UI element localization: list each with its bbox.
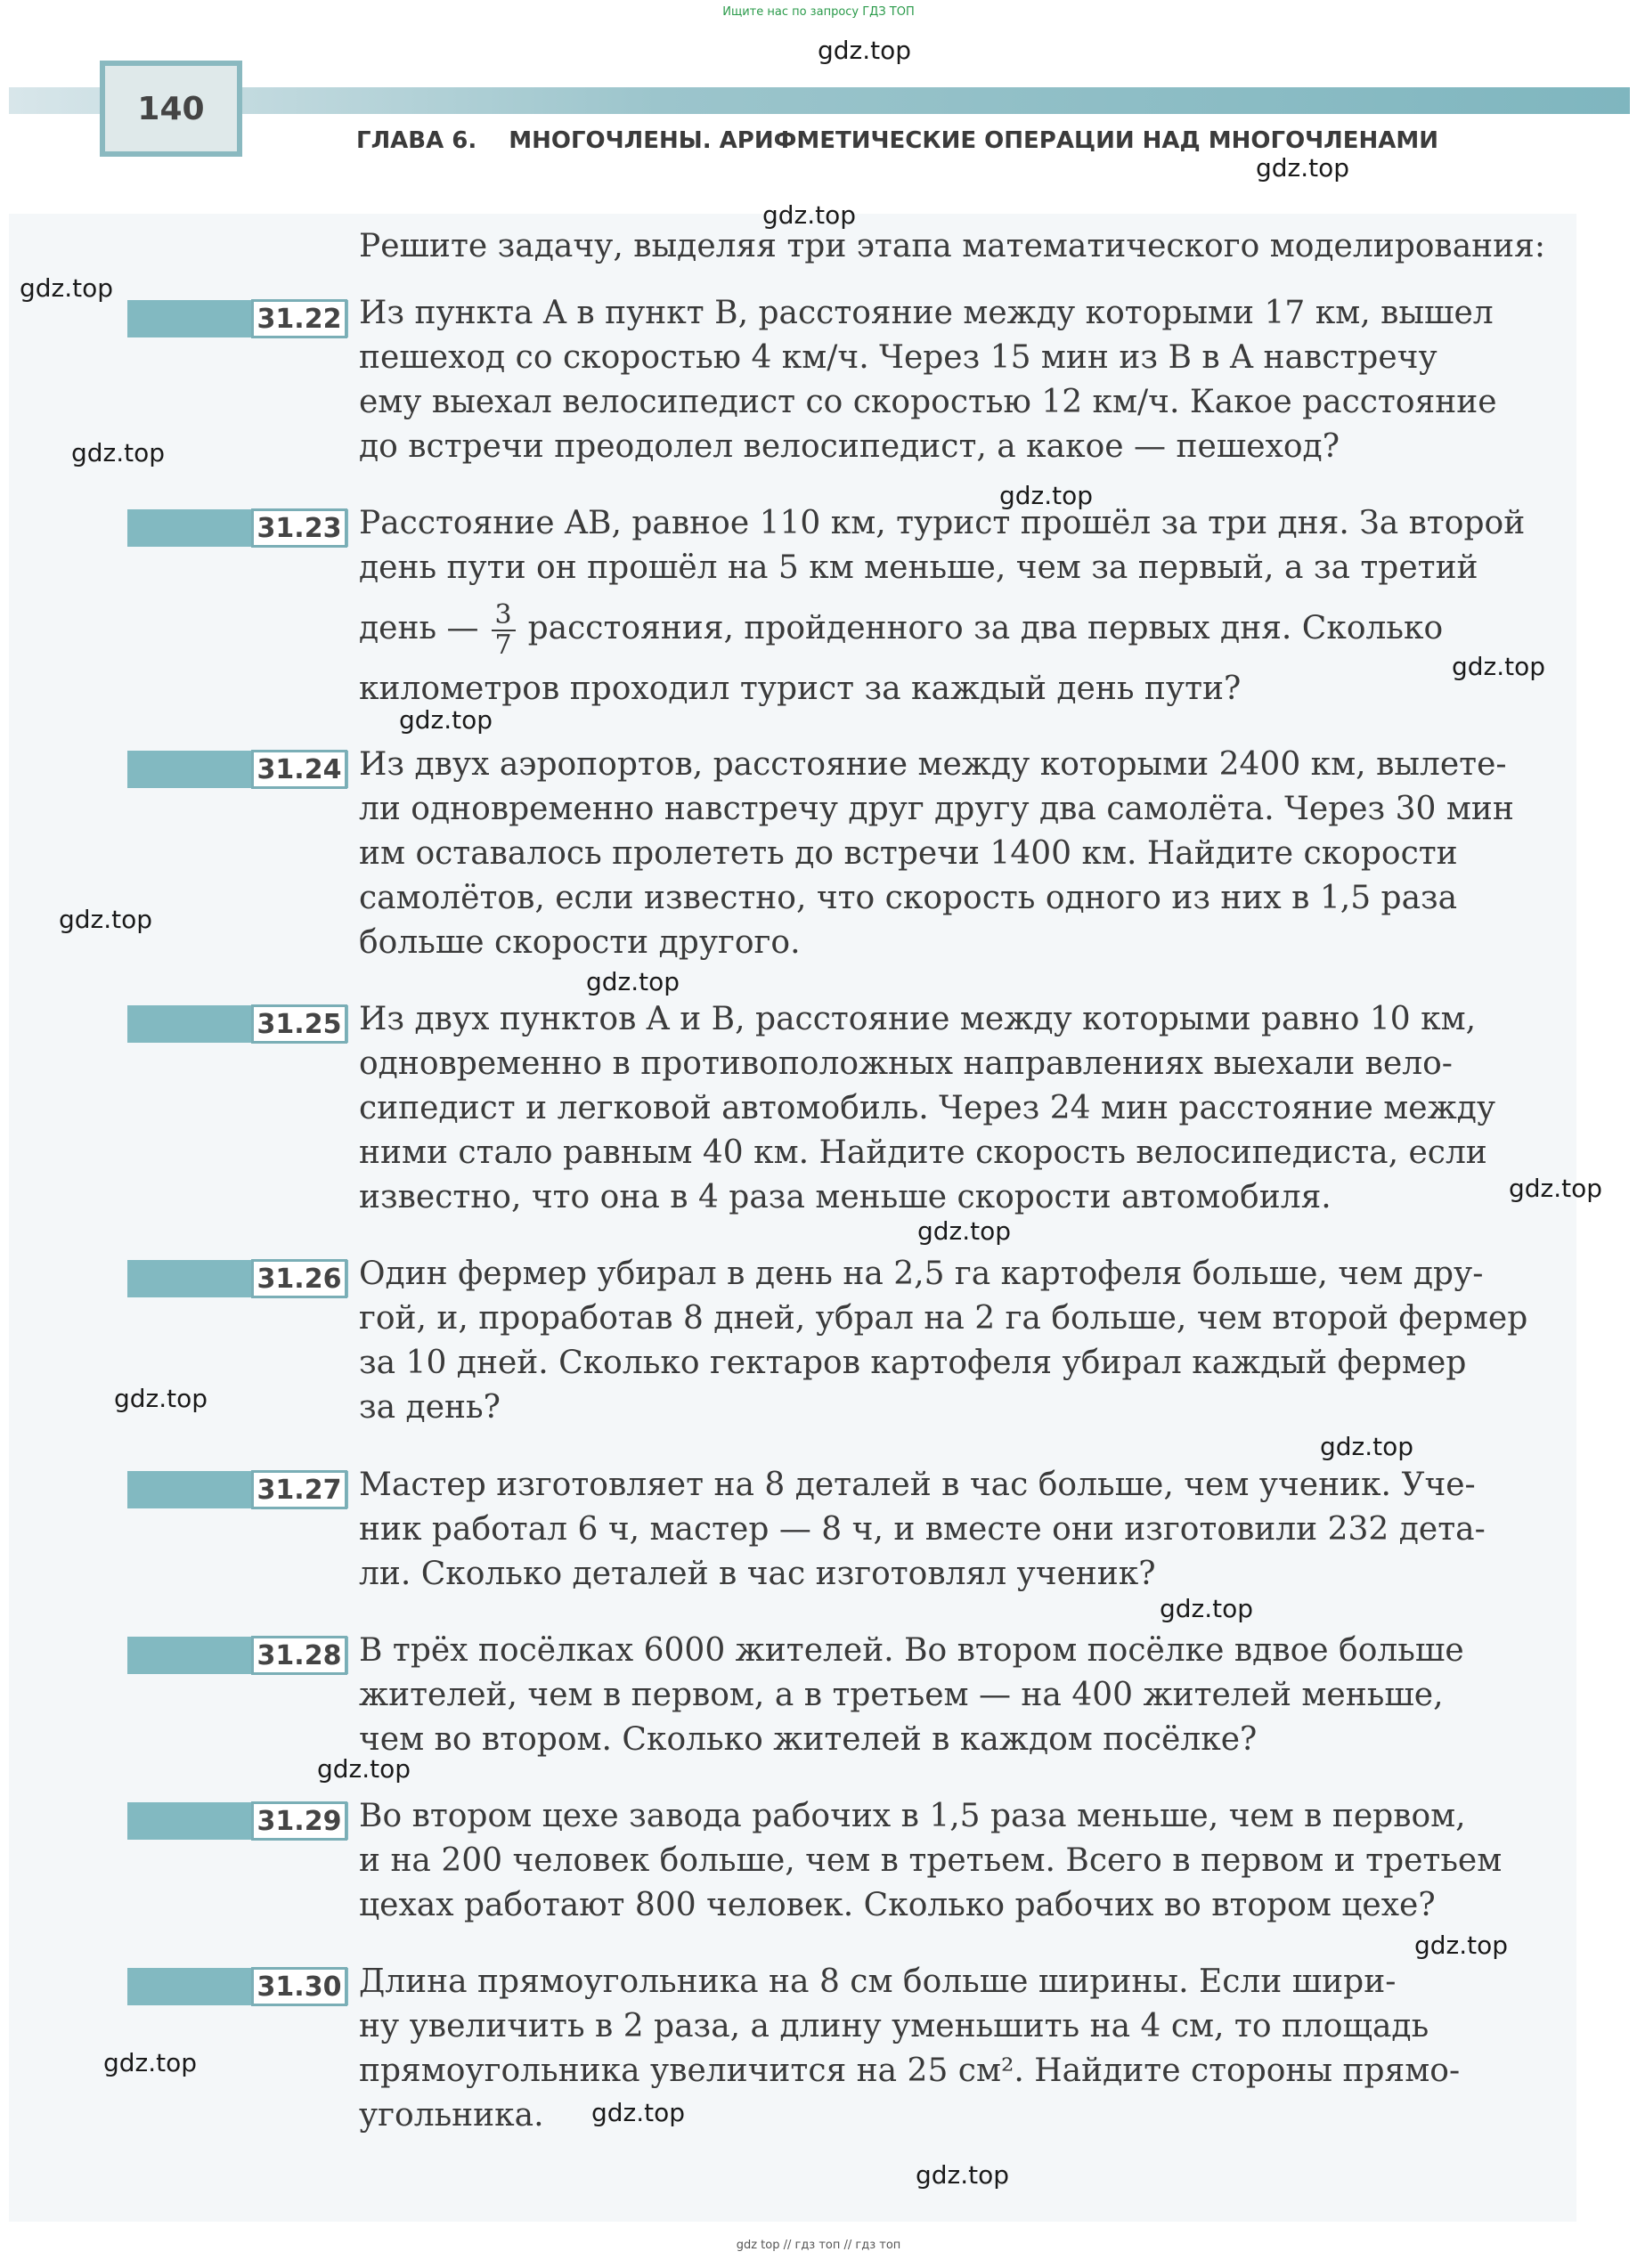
problem-text bbox=[359, 743, 1557, 965]
watermark: gdz.top bbox=[818, 36, 912, 65]
text-line: ну увеличить в 2 раза, а длину уменьшить на 4 см, то площадь bbox=[359, 2008, 1429, 2044]
problem-text bbox=[359, 997, 1557, 1220]
header-band bbox=[9, 87, 1630, 114]
text-line: известно, что она в 4 раза меньше скорости автомобиля. bbox=[359, 1179, 1332, 1215]
text-line: до встречи преодолел велосипедист, а какое — пешеход? bbox=[359, 428, 1340, 465]
text-line: им оставалось пролететь до встречи 1400 км. Найдите скорости bbox=[359, 835, 1458, 872]
fraction-denominator: 7 bbox=[494, 630, 512, 661]
chapter-heading bbox=[356, 127, 1438, 154]
watermark: gdz.top bbox=[917, 1216, 1012, 1246]
problem-text bbox=[359, 501, 1557, 711]
text-after-fraction: расстояния, пройденного за два первых дня. Сколько bbox=[527, 610, 1444, 646]
text-line: гой, и, проработав 8 дней, убрал на 2 га больше, чем второй фермер bbox=[359, 1300, 1528, 1337]
top-note: Ищите нас по запросу ГДЗ ТОП bbox=[722, 5, 915, 19]
text-line: сипедист и легковой автомобиль. Через 24 мин расстояние между bbox=[359, 1090, 1496, 1126]
bottom-note: gdz top // гдз топ // гдз топ bbox=[736, 2239, 901, 2252]
watermark: gdz.top bbox=[762, 200, 857, 230]
text-line: пешеход со скоростью 4 км/ч. Через 15 мин из B в A навстречу bbox=[359, 339, 1437, 376]
problem-text bbox=[359, 1794, 1557, 1928]
problem-text bbox=[359, 1463, 1557, 1597]
fraction-numerator: 3 bbox=[492, 601, 516, 631]
text-line: километров проходил турист за каждый день пути? bbox=[359, 671, 1242, 707]
watermark: gdz.top bbox=[399, 705, 493, 735]
text-line: Один фермер убирал в день на 2,5 га картофеля больше, чем дру- bbox=[359, 1256, 1484, 1292]
problem-text bbox=[359, 291, 1557, 469]
text-line: В трёх посёлках 6000 жителей. Во втором посёлке вдвое больше bbox=[359, 1632, 1464, 1669]
text-line: Из пункта A в пункт B, расстояние между которыми 17 км, вышел bbox=[359, 295, 1494, 331]
watermark: gdz.top bbox=[916, 2160, 1010, 2190]
text-line: Из двух пунктов A и B, расстояние между которыми равно 10 км, bbox=[359, 1001, 1477, 1037]
watermark: gdz.top bbox=[1160, 1594, 1254, 1623]
watermark: gdz.top bbox=[1452, 652, 1546, 681]
problem-number: 31.25 bbox=[251, 1004, 347, 1044]
problem-number: 31.27 bbox=[251, 1470, 347, 1509]
text-line: за день? bbox=[359, 1389, 501, 1426]
problem-number: 31.23 bbox=[251, 508, 347, 548]
text-line: ли. Сколько деталей в час изготовлял ученик? bbox=[359, 1556, 1156, 1592]
text-before-fraction: день — bbox=[359, 610, 479, 646]
watermark: gdz.top bbox=[1320, 1432, 1414, 1461]
text-line: день пути он прошёл на 5 км меньше, чем за первый, а за третий bbox=[359, 549, 1478, 586]
text-line: угольника. bbox=[359, 2097, 544, 2134]
text-line: прямоугольника увеличится на 25 см². Найдите стороны прямо- bbox=[359, 2053, 1461, 2089]
text-line: Мастер изготовляет на 8 деталей в час больше, чем ученик. Уче- bbox=[359, 1467, 1476, 1503]
watermark: gdz.top bbox=[20, 273, 114, 303]
watermark: gdz.top bbox=[1509, 1174, 1603, 1203]
problem-number: 31.22 bbox=[251, 299, 347, 338]
problem-text bbox=[359, 1960, 1557, 2138]
text-line: за 10 дней. Сколько гектаров картофеля убирал каждый фермер bbox=[359, 1345, 1467, 1381]
watermark: gdz.top bbox=[1414, 1931, 1509, 1960]
text-line: чем во втором. Сколько жителей в каждом посёлке? bbox=[359, 1721, 1258, 1758]
watermark: gdz.top bbox=[1256, 153, 1350, 183]
text-line: Из двух аэропортов, расстояние между которыми 2400 км, вылете- bbox=[359, 746, 1507, 783]
problem-number: 31.24 bbox=[251, 750, 347, 789]
text-line: Расстояние AB, равное 110 км, турист прошёл за три дня. За второй bbox=[359, 505, 1526, 541]
watermark: gdz.top bbox=[71, 438, 166, 467]
text-line: ему выехал велосипедист со скоростью 12 км/ч. Какое расстояние bbox=[359, 384, 1497, 420]
watermark: gdz.top bbox=[114, 1384, 208, 1413]
text-line: Длина прямоугольника на 8 см больше ширины. Если шири- bbox=[359, 1963, 1397, 2000]
problem-number: 31.30 bbox=[251, 1967, 347, 2006]
problem-number: 31.26 bbox=[251, 1259, 347, 1298]
text-line: цехах работают 800 человек. Сколько рабочих во втором цехе? bbox=[359, 1887, 1436, 1923]
watermark: gdz.top bbox=[586, 967, 680, 996]
text-line: ли одновременно навстречу друг другу два самолёта. Через 30 мин bbox=[359, 791, 1514, 827]
text-line: жителей, чем в первом, а в третьем — на 400 жителей меньше, bbox=[359, 1677, 1444, 1713]
instructions: Решите задачу, выделяя три этапа математического моделирования: bbox=[359, 228, 1545, 264]
fraction bbox=[492, 601, 516, 660]
text-line: Во втором цехе завода рабочих в 1,5 раза меньше, чем в первом, bbox=[359, 1798, 1466, 1834]
page-number: 140 bbox=[100, 61, 242, 157]
text-line: больше скорости другого. bbox=[359, 924, 801, 961]
watermark: gdz.top bbox=[103, 2048, 198, 2077]
watermark: gdz.top bbox=[317, 1754, 411, 1784]
chapter-label: ГЛАВА 6. bbox=[356, 127, 477, 154]
text-line: одновременно в противоположных направлениях выехали вело- bbox=[359, 1045, 1453, 1082]
text-line: ник работал 6 ч, мастер — 8 ч, и вместе они изготовили 232 дета- bbox=[359, 1511, 1486, 1548]
text-line: ними стало равным 40 км. Найдите скорость велосипедиста, если bbox=[359, 1134, 1487, 1171]
watermark: gdz.top bbox=[591, 2098, 686, 2127]
problem-text bbox=[359, 1252, 1557, 1430]
problem-text bbox=[359, 1629, 1557, 1762]
text-line: самолётов, если известно, что скорость одного из них в 1,5 раза bbox=[359, 880, 1458, 916]
text-line: и на 200 человек больше, чем в третьем. Всего в первом и третьем bbox=[359, 1842, 1503, 1879]
problem-number: 31.28 bbox=[251, 1636, 347, 1675]
chapter-title: МНОГОЧЛЕНЫ. АРИФМЕТИЧЕСКИЕ ОПЕРАЦИИ НАД МНОГОЧЛЕНАМИ bbox=[509, 127, 1439, 154]
text-line-with-fraction bbox=[359, 590, 1557, 667]
watermark: gdz.top bbox=[999, 481, 1094, 510]
problem-number: 31.29 bbox=[251, 1801, 347, 1841]
watermark: gdz.top bbox=[59, 905, 153, 934]
